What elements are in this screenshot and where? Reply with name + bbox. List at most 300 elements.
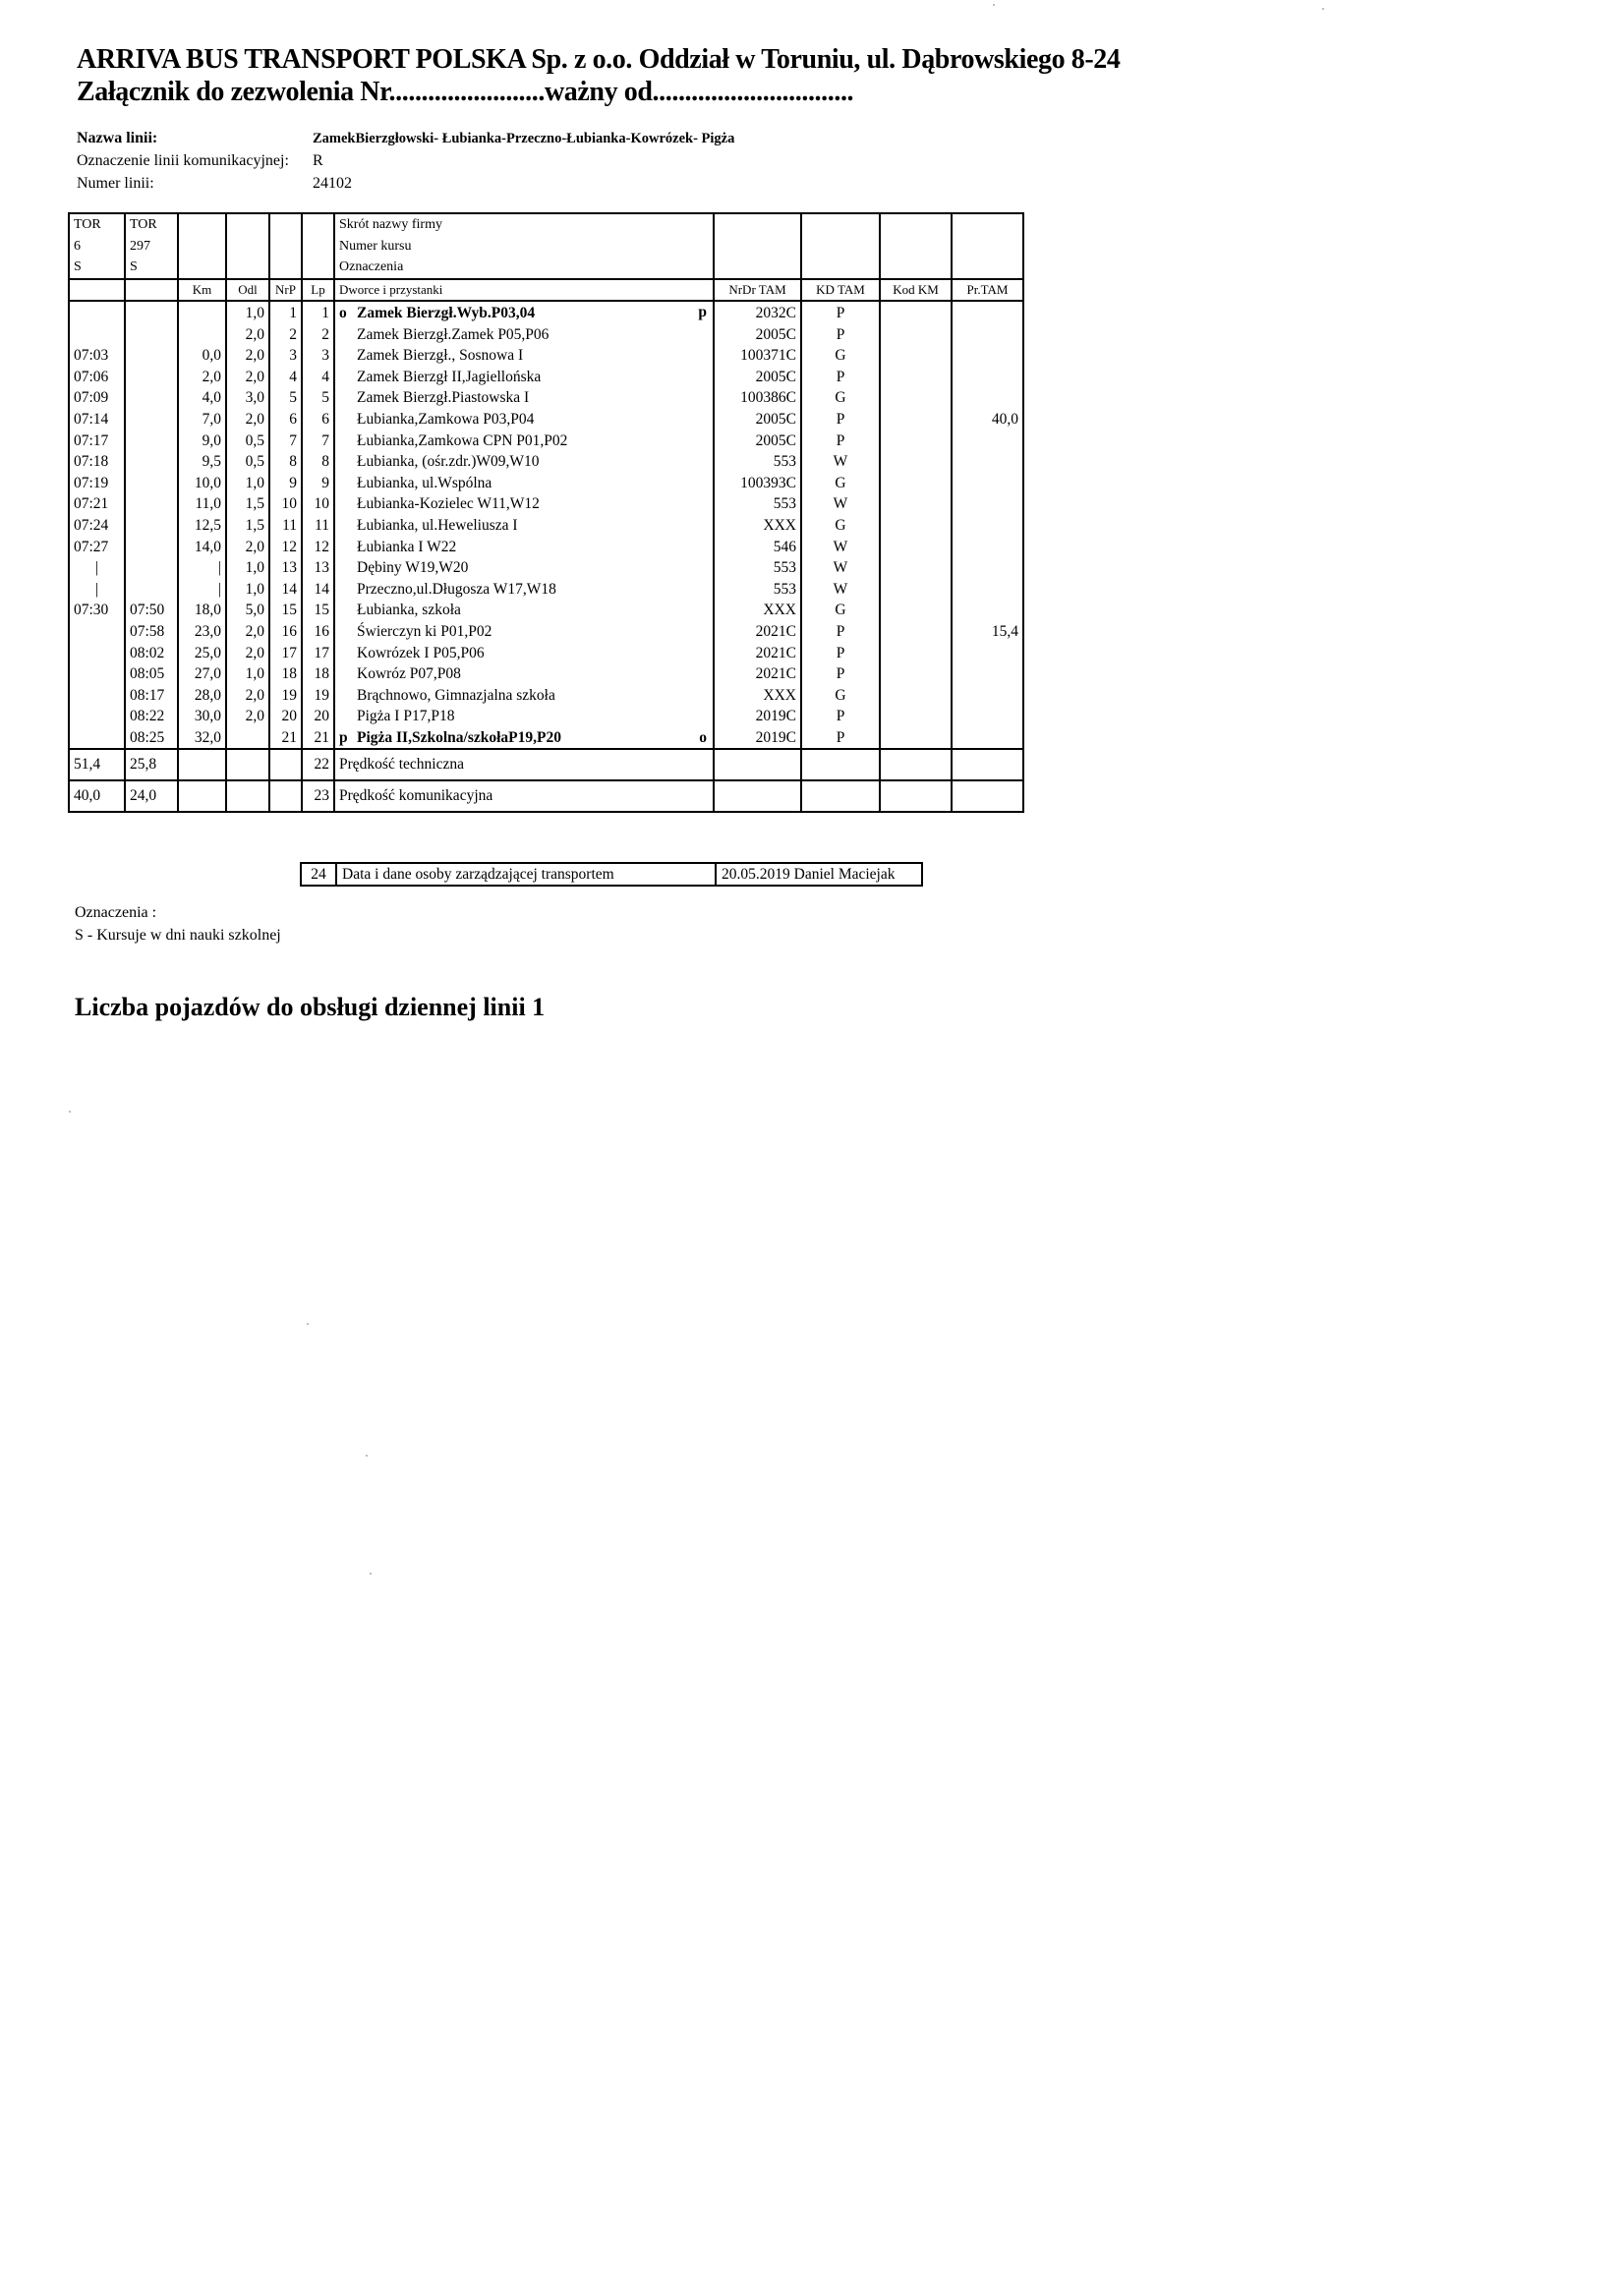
header-blank-cell: [302, 236, 334, 258]
stop-lp: 1: [302, 301, 334, 324]
nrdr-tam: XXX: [714, 684, 801, 706]
time-run-1: [69, 301, 125, 324]
col-header-2: NrP: [269, 279, 302, 301]
nrdr-tam: 546: [714, 536, 801, 557]
km-value: 7,0: [178, 409, 226, 430]
pr-tam: [952, 663, 1023, 685]
line-number-label: Numer linii:: [77, 175, 154, 192]
stop-lp: 17: [302, 642, 334, 663]
stop-row: [69, 663, 1023, 685]
stop-nrp: 6: [269, 409, 302, 430]
stop-nrp: 14: [269, 579, 302, 601]
time-run-2: 07:58: [125, 621, 178, 643]
km-value: 11,0: [178, 493, 226, 515]
time-run-2: 07:50: [125, 600, 178, 621]
time-run-1: 07:14: [69, 409, 125, 430]
pr-tam: [952, 557, 1023, 579]
stop-name-cell: [334, 323, 714, 345]
nrdr-tam: 553: [714, 451, 801, 473]
kod-km: [880, 387, 952, 409]
col-header-blank: [69, 279, 125, 301]
header-tor1: S: [69, 257, 125, 279]
stop-name-cell: [334, 451, 714, 473]
kod-km: [880, 430, 952, 451]
time-run-2: 08:05: [125, 663, 178, 685]
distance-value: 3,0: [226, 387, 269, 409]
kod-km: [880, 663, 952, 685]
distance-value: 2,0: [226, 684, 269, 706]
pr-tam: [952, 451, 1023, 473]
kod-km: [880, 684, 952, 706]
time-run-2: [125, 473, 178, 494]
kd-tam: P: [801, 409, 880, 430]
line-name-label: Nazwa linii:: [77, 130, 158, 146]
time-run-2: 08:25: [125, 727, 178, 750]
stop-name: Łubianka, ul.Wspólna: [357, 474, 492, 491]
kd-tam: W: [801, 451, 880, 473]
stop-name: Świerczyn ki P01,P02: [357, 622, 492, 640]
pr-tam: [952, 727, 1023, 750]
scan-speck: [69, 1111, 71, 1113]
speed-label: Prędkość komunikacyjna: [334, 780, 714, 812]
stop-name: Łubianka, ul.Heweliusza I: [357, 517, 518, 535]
kd-tam: G: [801, 684, 880, 706]
time-run-1: 07:18: [69, 451, 125, 473]
stop-name-cell: [334, 663, 714, 685]
stop-row: [69, 493, 1023, 515]
stop-name-cell: [334, 430, 714, 451]
kod-km: [880, 642, 952, 663]
summary-blank-cell: [178, 780, 226, 812]
stop-lp: 19: [302, 684, 334, 706]
stop-name: Łubianka I W22: [357, 538, 457, 555]
stop-name: Łubianka,Zamkowa P03,P04: [357, 411, 535, 429]
stop-name-cell: [334, 684, 714, 706]
distance-value: 2,0: [226, 706, 269, 727]
distance-value: 2,0: [226, 642, 269, 663]
stop-lp: 14: [302, 579, 334, 601]
stop-nrp: 16: [269, 621, 302, 643]
summary-blank-cell: [269, 749, 302, 780]
km-value: 0,0: [178, 345, 226, 367]
km-value: 27,0: [178, 663, 226, 685]
kod-km: [880, 451, 952, 473]
kod-km: [880, 706, 952, 727]
header-row: [69, 236, 1023, 258]
nrdr-tam: XXX: [714, 515, 801, 537]
nrdr-tam: 2032C: [714, 301, 801, 324]
kd-tam: G: [801, 345, 880, 367]
time-run-2: [125, 515, 178, 537]
stop-name: Łubianka, (ośr.zdr.)W09,W10: [357, 453, 540, 471]
stop-lp: 16: [302, 621, 334, 643]
line-number-row: [77, 175, 352, 193]
time-run-2: [125, 367, 178, 388]
stop-row: [69, 515, 1023, 537]
time-run-1: [69, 621, 125, 643]
header-blank-cell: [226, 213, 269, 236]
header-tor2: 297: [125, 236, 178, 258]
time-run-2: [125, 430, 178, 451]
header-blank-cell: [269, 213, 302, 236]
stop-name-cell: [334, 600, 714, 621]
header-tor1: TOR: [69, 213, 125, 236]
km-value: 23,0: [178, 621, 226, 643]
kd-tam: G: [801, 515, 880, 537]
time-run-2: [125, 579, 178, 601]
timetable: [68, 212, 1024, 813]
km-value: 30,0: [178, 706, 226, 727]
notes-title: Oznaczenia :: [75, 904, 157, 921]
kd-tam: W: [801, 536, 880, 557]
stop-lp: 20: [302, 706, 334, 727]
stop-name: Dębiny W19,W20: [357, 559, 469, 577]
km-value: 14,0: [178, 536, 226, 557]
summary-blank-cell: [714, 749, 801, 780]
kd-tam: P: [801, 642, 880, 663]
km-value: 18,0: [178, 600, 226, 621]
pr-tam: [952, 684, 1023, 706]
stop-lp: 11: [302, 515, 334, 537]
stop-name-cell: [334, 493, 714, 515]
time-run-1: [69, 706, 125, 727]
kod-km: [880, 367, 952, 388]
header-blank-cell: [714, 257, 801, 279]
stop-nrp: 15: [269, 600, 302, 621]
col-header-3: Lp: [302, 279, 334, 301]
distance-value: [226, 727, 269, 750]
stop-lp: 21: [302, 727, 334, 750]
time-run-2: 08:02: [125, 642, 178, 663]
pr-tam: [952, 642, 1023, 663]
stop-name-cell: [334, 706, 714, 727]
kod-km: [880, 621, 952, 643]
header-blank-cell: [952, 257, 1023, 279]
permit-header: Załącznik do zezwolenia Nr........................ważny od...............................: [77, 77, 854, 107]
scan-speck: [307, 1323, 309, 1325]
stop-nrp: 8: [269, 451, 302, 473]
time-run-2: [125, 536, 178, 557]
header-blank-cell: [952, 236, 1023, 258]
kod-km: [880, 345, 952, 367]
pr-tam: [952, 515, 1023, 537]
summary-blank-cell: [269, 780, 302, 812]
header-info: Numer kursu: [334, 236, 714, 258]
header-blank-cell: [178, 213, 226, 236]
distance-value: 1,0: [226, 473, 269, 494]
company-header: ARRIVA BUS TRANSPORT POLSKA Sp. z o.o. Oddział w Toruniu, ul. Dąbrowskiego 8-24: [77, 44, 1121, 75]
stop-prefix: p: [339, 728, 348, 746]
stop-name-cell: [334, 642, 714, 663]
kd-tam: G: [801, 600, 880, 621]
stop-lp: 8: [302, 451, 334, 473]
time-run-1: 07:19: [69, 473, 125, 494]
header-blank-cell: [880, 213, 952, 236]
km-value: |: [178, 557, 226, 579]
stop-name-cell: [334, 557, 714, 579]
scan-speck: [370, 1573, 372, 1575]
header-blank-cell: [302, 257, 334, 279]
line-name-value: ZamekBierzgłowski- Łubianka-Przeczno-Łubianka-Kowrózek- Pigża: [313, 131, 735, 146]
km-value: 28,0: [178, 684, 226, 706]
stop-name: Kowróz P07,P08: [357, 665, 461, 683]
signature-lp: 24: [301, 863, 336, 886]
summary-blank-cell: [226, 780, 269, 812]
vehicles-count-heading: Liczba pojazdów do obsługi dziennej linii 1: [75, 993, 546, 1021]
kd-tam: P: [801, 367, 880, 388]
pr-tam: [952, 301, 1023, 324]
stop-name: Zamek Bierzgł., Sosnowa I: [357, 347, 524, 365]
pr-tam: [952, 367, 1023, 388]
speed-lp: 22: [302, 749, 334, 780]
kod-km: [880, 727, 952, 750]
kod-km: [880, 493, 952, 515]
summary-blank-cell: [226, 749, 269, 780]
summary-blank-cell: [801, 780, 880, 812]
kd-tam: P: [801, 727, 880, 750]
stop-lp: 5: [302, 387, 334, 409]
kod-km: [880, 323, 952, 345]
km-value: 4,0: [178, 387, 226, 409]
header-info: Skrót nazwy firmy: [334, 213, 714, 236]
pr-tam: [952, 387, 1023, 409]
distance-value: 1,5: [226, 515, 269, 537]
stop-row: [69, 387, 1023, 409]
nrdr-tam: XXX: [714, 600, 801, 621]
stop-name-cell: [334, 473, 714, 494]
stop-row: [69, 345, 1023, 367]
distance-value: 1,5: [226, 493, 269, 515]
col-header-4: Dworce i przystanki: [334, 279, 714, 301]
header-blank-cell: [952, 213, 1023, 236]
nrdr-tam: 2005C: [714, 409, 801, 430]
stop-name: Pigża II,Szkolna/szkołaP19,P20: [357, 728, 561, 746]
stop-name: Łubianka,Zamkowa CPN P01,P02: [357, 431, 568, 449]
signature-value: 20.05.2019 Daniel Maciejak: [722, 866, 896, 883]
signature-box: [300, 862, 923, 887]
time-run-1: |: [69, 557, 125, 579]
distance-value: 5,0: [226, 600, 269, 621]
line-number-value: 24102: [313, 175, 352, 192]
distance-value: 1,0: [226, 663, 269, 685]
stop-lp: 4: [302, 367, 334, 388]
km-value: [178, 301, 226, 324]
distance-value: 1,0: [226, 301, 269, 324]
column-header-row: [69, 279, 1023, 301]
speed-label: Prędkość techniczna: [334, 749, 714, 780]
kod-km: [880, 515, 952, 537]
stop-row: [69, 430, 1023, 451]
header-blank-cell: [880, 236, 952, 258]
stop-name: Łubianka-Kozielec W11,W12: [357, 495, 540, 513]
kd-tam: P: [801, 663, 880, 685]
stop-row: [69, 323, 1023, 345]
scan-speck: [366, 1455, 368, 1457]
nrdr-tam: 553: [714, 557, 801, 579]
distance-value: 0,5: [226, 430, 269, 451]
header-blank-cell: [269, 257, 302, 279]
pr-tam: [952, 430, 1023, 451]
header-blank-cell: [226, 257, 269, 279]
header-blank-cell: [801, 257, 880, 279]
line-designation-label: Oznaczenie linii komunikacyjnej:: [77, 152, 289, 169]
kd-tam: P: [801, 323, 880, 345]
summary-blank-cell: [801, 749, 880, 780]
stop-name-cell: [334, 579, 714, 601]
header-blank-cell: [714, 213, 801, 236]
nrdr-tam: 2019C: [714, 727, 801, 750]
header-tor2: TOR: [125, 213, 178, 236]
kod-km: [880, 557, 952, 579]
time-run-2: [125, 387, 178, 409]
stop-nrp: 11: [269, 515, 302, 537]
line-name-row: [77, 130, 734, 147]
stop-name-cell: [334, 387, 714, 409]
km-value: [178, 323, 226, 345]
time-run-1: 07:24: [69, 515, 125, 537]
pr-tam: [952, 473, 1023, 494]
stop-name: Zamek Bierzgł.Zamek P05,P06: [357, 325, 550, 343]
kd-tam: P: [801, 430, 880, 451]
pr-tam: 40,0: [991, 411, 1018, 429]
time-run-2: 08:22: [125, 706, 178, 727]
stop-suffix: o: [699, 728, 707, 746]
stop-row: [69, 409, 1023, 430]
nrdr-tam: 2021C: [714, 663, 801, 685]
stop-nrp: 9: [269, 473, 302, 494]
time-run-1: 07:21: [69, 493, 125, 515]
stop-lp: 9: [302, 473, 334, 494]
pr-tam: 15,4: [991, 622, 1018, 640]
nrdr-tam: 553: [714, 579, 801, 601]
distance-value: 2,0: [226, 323, 269, 345]
kod-km: [880, 600, 952, 621]
header-blank-cell: [714, 236, 801, 258]
stop-row: [69, 642, 1023, 663]
nrdr-tam: 2021C: [714, 621, 801, 643]
stop-nrp: 5: [269, 387, 302, 409]
speed-run-2: 25,8: [125, 749, 178, 780]
time-run-1: [69, 323, 125, 345]
stop-nrp: 10: [269, 493, 302, 515]
signature-label: Data i dane osoby zarządzającej transportem: [336, 863, 716, 886]
kd-tam: P: [801, 706, 880, 727]
stop-suffix: p: [698, 303, 707, 320]
pr-tam: [952, 536, 1023, 557]
col-header-6: KD TAM: [801, 279, 880, 301]
pr-tam: [952, 600, 1023, 621]
stop-nrp: 17: [269, 642, 302, 663]
stop-lp: 13: [302, 557, 334, 579]
kd-tam: W: [801, 493, 880, 515]
speed-run-1: 51,4: [69, 749, 125, 780]
nrdr-tam: 553: [714, 493, 801, 515]
stop-name: Brąchnowo, Gimnazjalna szkoła: [357, 686, 555, 704]
time-run-1: 07:03: [69, 345, 125, 367]
km-value: 10,0: [178, 473, 226, 494]
scan-speck: [1322, 8, 1324, 10]
speed-run-1: 40,0: [69, 780, 125, 812]
stop-nrp: 4: [269, 367, 302, 388]
stop-lp: 2: [302, 323, 334, 345]
speed-lp: 23: [302, 780, 334, 812]
stop-nrp: 1: [269, 301, 302, 324]
stop-nrp: 12: [269, 536, 302, 557]
time-run-2: 08:17: [125, 684, 178, 706]
time-run-1: 07:17: [69, 430, 125, 451]
col-header-0: Km: [178, 279, 226, 301]
header-row: [69, 213, 1023, 236]
header-blank-cell: [178, 257, 226, 279]
summary-blank-cell: [714, 780, 801, 812]
col-header-1: Odl: [226, 279, 269, 301]
stop-lp: 7: [302, 430, 334, 451]
speed-run-2: 24,0: [125, 780, 178, 812]
stop-nrp: 20: [269, 706, 302, 727]
kd-tam: P: [801, 621, 880, 643]
time-run-2: [125, 409, 178, 430]
stop-row: [69, 451, 1023, 473]
stop-row: [69, 684, 1023, 706]
header-tor2: S: [125, 257, 178, 279]
stop-nrp: 2: [269, 323, 302, 345]
stop-lp: 15: [302, 600, 334, 621]
header-blank-cell: [226, 236, 269, 258]
distance-value: 2,0: [226, 536, 269, 557]
line-designation-value: R: [313, 152, 323, 169]
kd-tam: G: [801, 387, 880, 409]
distance-value: 0,5: [226, 451, 269, 473]
stop-nrp: 21: [269, 727, 302, 750]
col-header-7: Kod KM: [880, 279, 952, 301]
stop-name: Przeczno,ul.Długosza W17,W18: [357, 580, 556, 598]
km-value: 32,0: [178, 727, 226, 750]
kod-km: [880, 579, 952, 601]
scan-speck: [993, 4, 995, 6]
distance-value: 2,0: [226, 409, 269, 430]
distance-value: 2,0: [226, 345, 269, 367]
pr-tam: [952, 345, 1023, 367]
kod-km: [880, 536, 952, 557]
pr-tam: [952, 323, 1023, 345]
km-value: 9,0: [178, 430, 226, 451]
stop-name: Pigża I P17,P18: [357, 708, 455, 725]
stop-name-cell: [334, 301, 714, 324]
kod-km: [880, 301, 952, 324]
stop-nrp: 3: [269, 345, 302, 367]
stop-name-cell: [334, 515, 714, 537]
stop-row: [69, 706, 1023, 727]
time-run-1: [69, 642, 125, 663]
nrdr-tam: 2005C: [714, 367, 801, 388]
stop-name-cell: [334, 727, 714, 750]
stop-lp: 6: [302, 409, 334, 430]
distance-value: 2,0: [226, 367, 269, 388]
col-header-blank: [125, 279, 178, 301]
time-run-1: [69, 727, 125, 750]
pr-tam: [952, 579, 1023, 601]
summary-blank-cell: [952, 749, 1023, 780]
time-run-1: |: [69, 579, 125, 601]
stop-name: Łubianka, szkoła: [357, 602, 461, 619]
stop-row: [69, 536, 1023, 557]
stop-name: Zamek Bierzgł.Wyb.P03,04: [357, 305, 536, 322]
nrdr-tam: 100393C: [714, 473, 801, 494]
col-header-8: Pr.TAM: [952, 279, 1023, 301]
time-run-2: [125, 301, 178, 324]
stop-lp: 12: [302, 536, 334, 557]
km-value: |: [178, 579, 226, 601]
